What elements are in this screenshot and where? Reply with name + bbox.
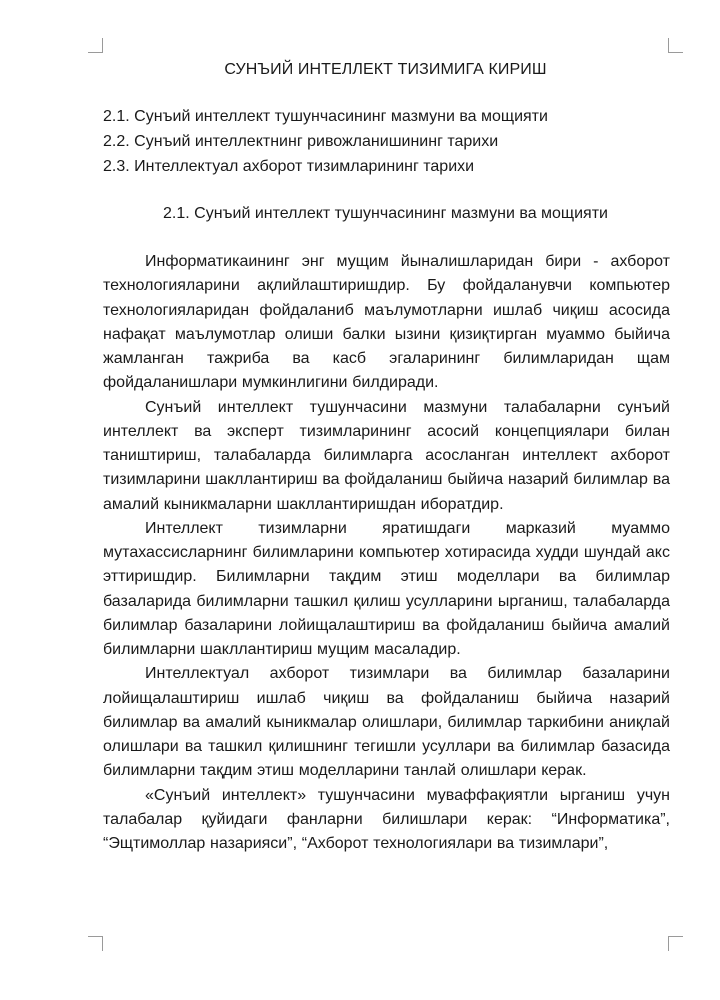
document-title: СУНЪИЙ ИНТЕЛЛЕКТ ТИЗИМИГА КИРИШ — [224, 61, 547, 78]
body-text — [103, 250, 670, 856]
paragraph: Интеллект тизимларни яратишдаги марказий муаммо мутахассисларнинг билимларини компьютер хотирасида худди шундай акс эттиришдир. Билимларни тақдим этиш моделлари ва билимлар базаларида билимларни ташкил қилиш усулларини ырганиш, талабаларда билимлар базаларини лойищалаштириш ва фойдаланиш быйича амалий билимларни шакллантириш мущим масаладир. — [103, 519, 670, 658]
paragraph: Сунъий интеллект тушунчасини мазмуни талабаларни сунъий интеллект ва эксперт тизимларининг асосий концепциялари билан таништириш, талабаларда билимларга асосланган интеллект ахборот тизимларини шакллантириш ва фойдаланиш быйича назарий билимлар ва амалий кыникмаларни шакллантиришдан иборатдир. — [103, 398, 670, 513]
toc-item-2-3: 2.3. Интеллектуал ахборот тизимларининг тарихи — [103, 158, 475, 175]
paragraph: Интеллектуал ахборот тизимлари ва билимлар базаларини лойищалаштириш ишлаб чиқиш ва фойдаланиш быйича назарий билимлар ва амалий кыникмалар олишлари, билимлар таркибини аниқлай олишлари ва ташкил қилишнинг тегишли усуллари ва билимлар базасида билимларни тақдим этиш моделларини танлай олишлари керак. — [103, 665, 670, 780]
page-corner-mark-bottom-left — [88, 936, 103, 951]
toc-item-2-1: 2.1. Сунъий интеллект тушунчасининг мазмуни ва мощияти — [103, 108, 548, 125]
toc-item-2-2: 2.2. Сунъий интеллектнинг ривожланишининг тарихи — [103, 133, 499, 150]
paragraph: Информатикаининг энг мущим йыналишларидан бири - ахборот технологияларини ақлийлаштиришдир. Бу фойдаланувчи компьютер технологияларидан фойдаланиб маълумотларни ишлаб чиқиш асосида нафақат маълумотлар олиши балки ызини қизиқтирган муаммо быйича жамланган тажриба ва касб эгаларининг билимларидан щам фойдаланишлари мумкинлигини билдиради. — [103, 253, 670, 392]
page-corner-mark-top-right — [668, 38, 683, 53]
table-of-contents — [103, 104, 668, 179]
section-heading: 2.1. Сунъий интеллект тушунчасининг мазмуни ва мощияти — [163, 205, 608, 222]
page-corner-mark-bottom-right — [668, 936, 683, 951]
paragraph: «Сунъий интеллект» тушунчасини муваффақиятли ырганиш учун талабалар қуйидаги фанларни билишлари керак: “Информатика”, “Эщтимоллар назарияси”, “Ахборот технологиялари ва тизимлари”, — [103, 786, 670, 852]
page-corner-mark-top-left — [88, 38, 103, 53]
